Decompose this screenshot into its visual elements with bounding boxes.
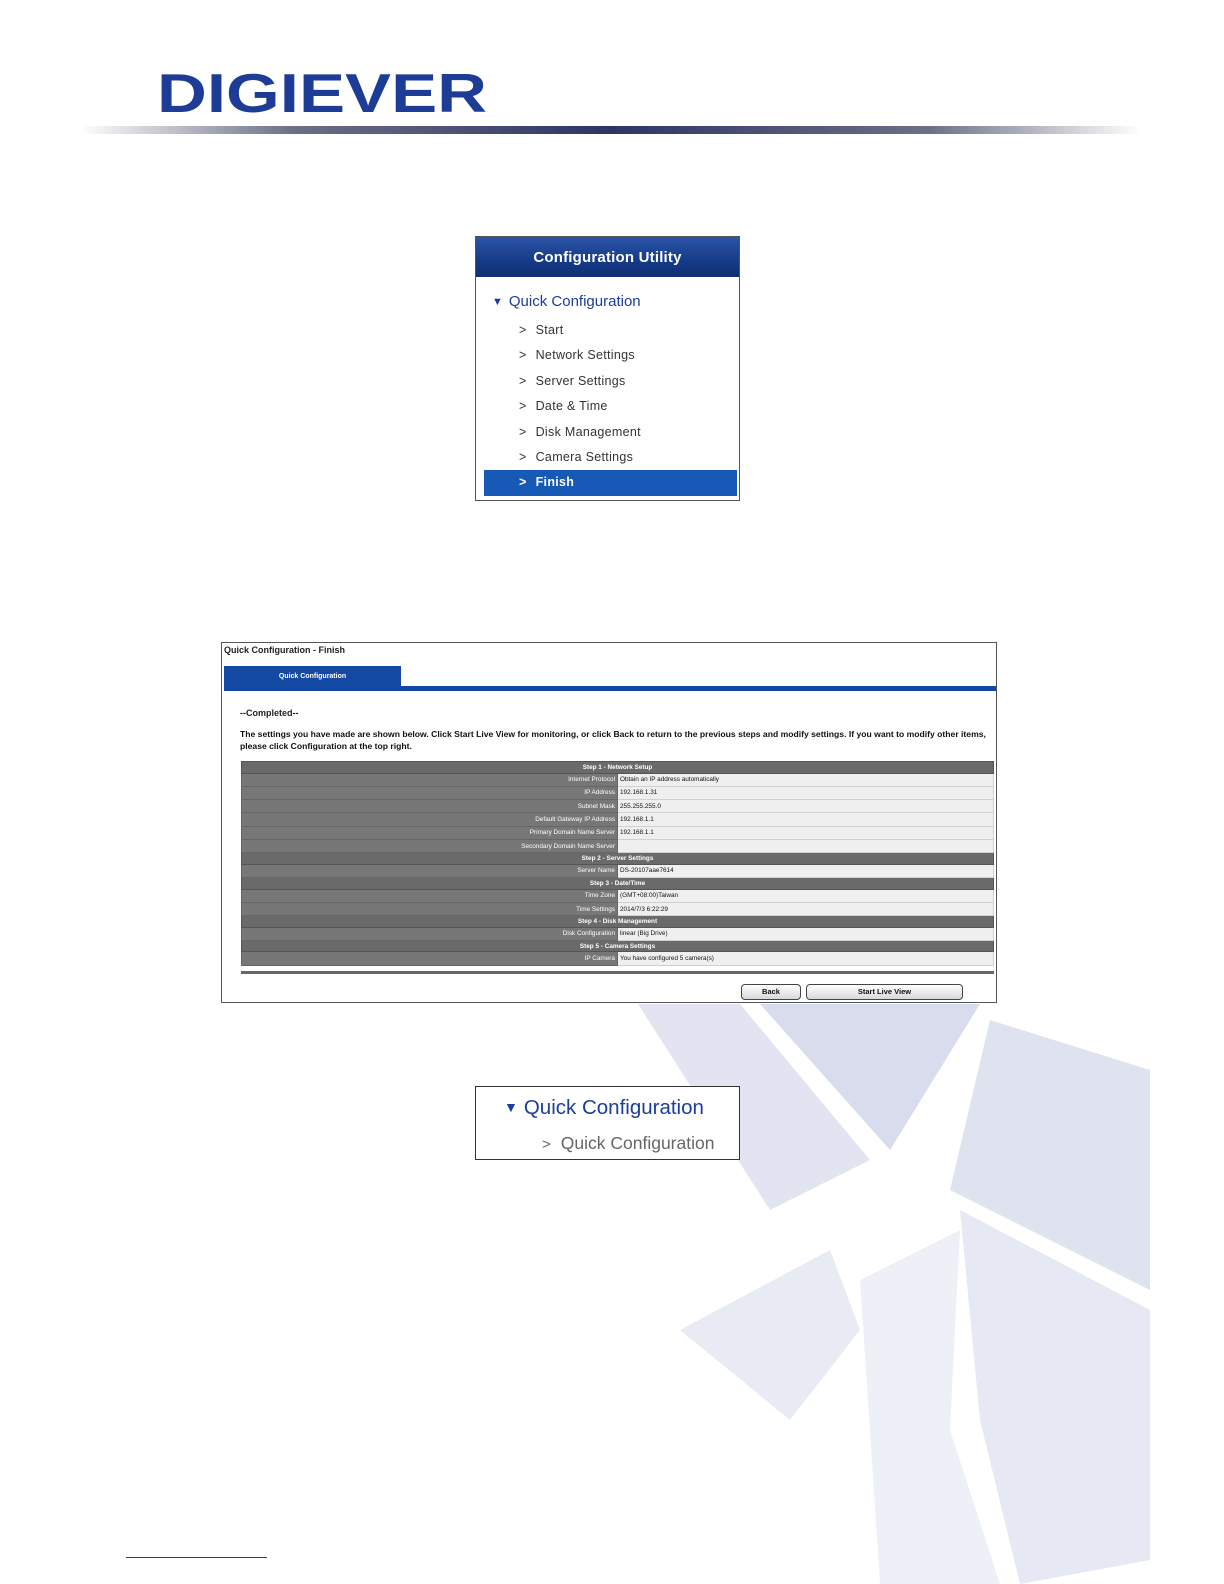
- step-header-row: [242, 878, 994, 890]
- triangle-down-icon: ▼: [504, 1099, 518, 1115]
- quick-config-section[interactable]: [504, 1096, 704, 1120]
- row-value: DS-20107aae7614: [618, 864, 994, 877]
- row-label: IP Address: [242, 786, 618, 799]
- row-value: 255.255.255.0: [618, 800, 994, 813]
- table-row: [242, 952, 994, 965]
- chevron-right-icon: >: [519, 449, 527, 464]
- completed-heading: --Completed--: [240, 708, 299, 718]
- row-label: Primary Domain Name Server: [242, 826, 618, 839]
- svg-text:DIGIEVER: DIGIEVER: [157, 68, 487, 116]
- quick-config-menu: [484, 318, 737, 496]
- menu-item-start[interactable]: [484, 318, 737, 343]
- menu-item-label: Camera Settings: [535, 449, 634, 464]
- table-row: [242, 773, 994, 786]
- table-footer-bar: [241, 971, 994, 974]
- menu-item-label: Network Settings: [535, 348, 635, 363]
- row-label: Default Gateway IP Address: [242, 813, 618, 826]
- row-value: 192.168.1.1: [618, 813, 994, 826]
- header-divider: [80, 126, 1140, 134]
- table-row: [242, 889, 994, 902]
- menu-item-label: Server Settings: [535, 373, 626, 388]
- chevron-right-icon: >: [519, 373, 527, 388]
- table-row: [242, 864, 994, 877]
- chevron-right-icon: >: [519, 475, 527, 490]
- step-title: Step 4 - Disk Management: [242, 916, 994, 928]
- row-value: Obtain an IP address automatically: [618, 773, 994, 786]
- row-value: (GMT+08:00)Taiwan: [618, 889, 994, 902]
- digiever-logo: [157, 68, 489, 116]
- table-row: [242, 839, 994, 852]
- chevron-right-icon: >: [519, 424, 527, 439]
- chevron-right-icon: >: [519, 323, 527, 337]
- table-row: [242, 927, 994, 940]
- row-value: You have configured 5 camera(s): [618, 952, 994, 965]
- row-value: [618, 839, 994, 852]
- start-live-view-button[interactable]: Start Live View: [806, 984, 963, 1000]
- tab-underline: [224, 686, 996, 691]
- menu-item-network-settings[interactable]: [484, 343, 737, 368]
- quick-config-label: Quick Configuration: [523, 1096, 704, 1119]
- completed-description: The settings you have made are shown below. Click Start Live View for monitoring, or click Back to return to the previous steps and modify settings. If you want to modify other items, please click Configuration at the top right.: [240, 729, 986, 751]
- table-row: [242, 902, 994, 915]
- row-label: Time Zone: [242, 889, 618, 902]
- step-title: Step 3 - Date/Time: [242, 878, 994, 890]
- table-row: [242, 800, 994, 813]
- row-value: 2014/7/3 6:22:29: [618, 902, 994, 915]
- row-label: Internet Protocol: [242, 773, 618, 786]
- quick-config-menu-panel: [475, 1086, 740, 1160]
- row-label: Disk Configuration: [242, 927, 618, 940]
- step-header-row: [242, 916, 994, 928]
- window-title: Quick Configuration - Finish: [224, 645, 345, 655]
- row-value: linear (Big Drive): [618, 927, 994, 940]
- settings-summary-table: [241, 761, 994, 966]
- row-value: 192.168.1.1: [618, 826, 994, 839]
- step-title: Step 1 - Network Setup: [242, 762, 994, 774]
- row-label: Time Settings: [242, 902, 618, 915]
- menu-item-label: Finish: [535, 475, 575, 490]
- tab-quick-configuration[interactable]: Quick Configuration: [224, 666, 401, 687]
- menu-item-label: Disk Management: [535, 424, 641, 439]
- menu-item-label: Quick Configuration: [560, 1133, 715, 1153]
- quick-config-label: Quick Configuration: [508, 293, 641, 310]
- quick-config-section[interactable]: [492, 293, 641, 310]
- config-utility-header: Configuration Utility: [476, 237, 739, 277]
- chevron-right-icon: >: [519, 399, 527, 414]
- row-label: Secondary Domain Name Server: [242, 839, 618, 852]
- menu-item-label: Start: [535, 323, 564, 337]
- menu-item-server-settings[interactable]: [484, 369, 737, 394]
- table-row: [242, 786, 994, 799]
- step-title: Step 5 - Camera Settings: [242, 940, 994, 952]
- back-button[interactable]: Back: [741, 984, 801, 1000]
- step-title: Step 2 - Server Settings: [242, 853, 994, 865]
- row-label: IP Camera: [242, 952, 618, 965]
- quick-config-finish-window: [221, 642, 997, 1003]
- config-utility-panel: [475, 236, 740, 501]
- menu-item-label: Date & Time: [535, 399, 608, 414]
- row-value: 192.168.1.31: [618, 786, 994, 799]
- menu-item-finish[interactable]: [484, 470, 737, 495]
- menu-item-quick-configuration[interactable]: [542, 1133, 714, 1154]
- chevron-right-icon: >: [542, 1136, 551, 1153]
- chevron-right-icon: >: [519, 348, 527, 363]
- table-row: [242, 813, 994, 826]
- triangle-down-icon: ▼: [492, 296, 503, 308]
- step-header-row: [242, 853, 994, 865]
- menu-item-disk-management[interactable]: [484, 420, 737, 445]
- menu-item-date-time[interactable]: [484, 394, 737, 419]
- footer-link-underline: [126, 1557, 267, 1558]
- table-row: [242, 826, 994, 839]
- row-label: Subnet Mask: [242, 800, 618, 813]
- step-header-row: [242, 762, 994, 774]
- step-header-row: [242, 940, 994, 952]
- row-label: Server Name: [242, 864, 618, 877]
- menu-item-camera-settings[interactable]: [484, 445, 737, 470]
